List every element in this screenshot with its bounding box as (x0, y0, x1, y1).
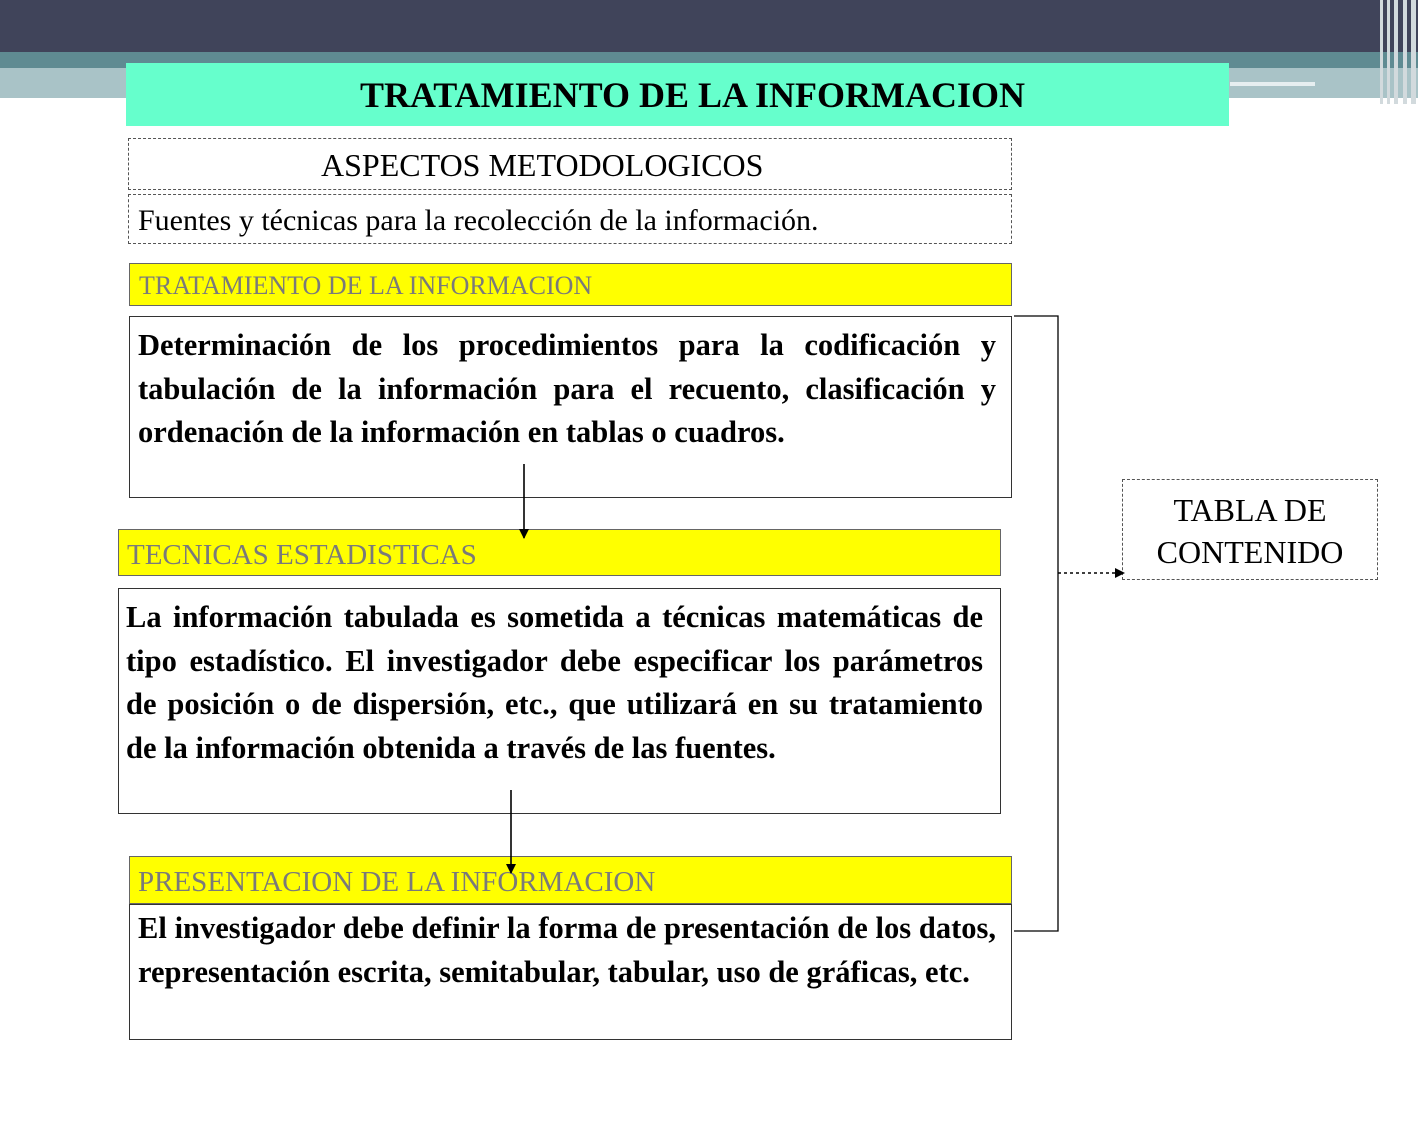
tabla-contenido-line2: CONTENIDO (1156, 534, 1344, 570)
aspectos-box: ASPECTOS METODOLOGICOS (128, 138, 1012, 190)
page-title: TRATAMIENTO DE LA INFORMACION (126, 63, 1229, 126)
section-heading-presentacion: PRESENTACION DE LA INFORMACION (129, 856, 1012, 904)
bracket-line (1014, 316, 1058, 931)
tabla-contenido-line1: TABLA DE (1173, 492, 1327, 528)
fuentes-box: Fuentes y técnicas para la recolección de la información. (128, 194, 1012, 244)
section-body-tecnicas: La información tabulada es sometida a técnicas matemáticas de tipo estadístico. El investigador debe especificar los parámetros de posición o de dispersión, etc., que utilizará en su tratamiento de la información obtenida a través de las fuentes. (118, 588, 1001, 814)
section-body-tratamiento: Determinación de los procedimientos para la codificación y tabulación de la información para el recuento, clasificación y ordenación de la información en tablas o cuadros. (129, 316, 1012, 498)
section-heading-tecnicas: TECNICAS ESTADISTICAS (118, 529, 1001, 576)
section-body-presentacion: El investigador debe definir la forma de presentación de los datos, representación escrita, semitabular, tabular, uso de gráficas, etc. (129, 904, 1012, 1040)
section-heading-tratamiento: TRATAMIENTO DE LA INFORMACION (129, 263, 1012, 306)
